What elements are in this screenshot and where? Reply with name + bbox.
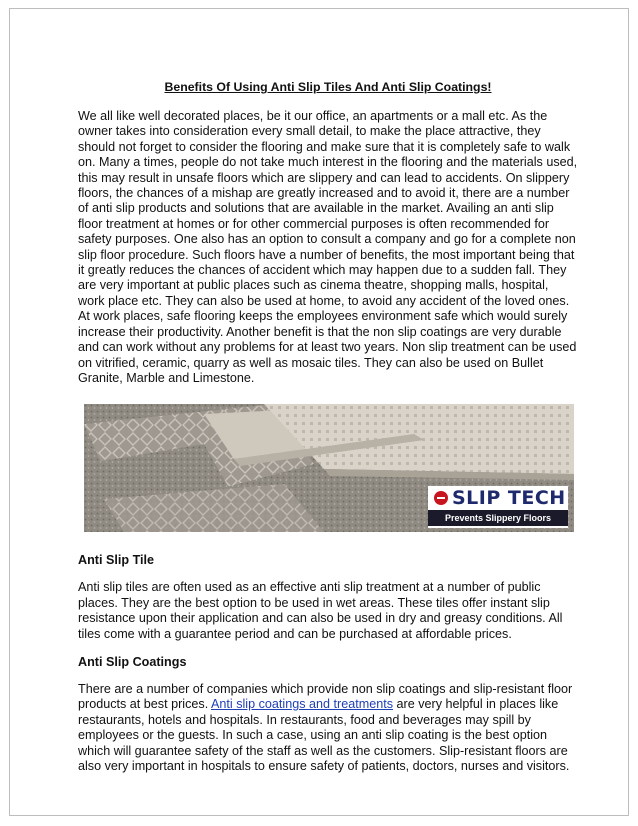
document-title: Benefits Of Using Anti Slip Tiles And Anti Slip Coatings!	[164, 80, 492, 94]
coatings-text-after-link: are very helpful in places like restaurants, hotels and hospitals. In restaurants, food and beverages may spill by employees or the guests. In such a case, using an anti slip coating is the best option which will guarantee safety of the staff as well as the customers. Slip-resistant floors are also very important in hospitals to ensure safety of patients, doctors, nurses and visitors.	[78, 697, 570, 773]
document-body	[78, 79, 578, 774]
intro-paragraph: We all like well decorated places, be it our office, an apartments or a mall etc. As the owner takes into consideration every small detail, to make the place attractive, they should not forget to consider the flooring and make sure that it is completely safe to walk on. Many a times, people do not take much interest in the flooring and the materials used, this may result in unsafe floors which are slippery and can lead to accidents. On slippery floors, the chances of a mishap are greatly increased and to avoid it, there are a number of anti slip products and solutions that are available in the market. Availing an anti slip floor treatment at homes or for other commercial purposes is often recommended for safety purposes. One also has an option to consult a company and go for a complete non slip floor procedure. Such floors have a number of benefits, the most important being that it greatly reduces the chances of accident which may happen due to a sudden fall. They are very important at public places such as cinema theatre, shopping malls, hospital, work place etc. They can also be used at home, to avoid any accident of the loved ones. At work places, safe flooring keeps the employees environment safe which would surely increase their productivity. Another benefit is that the non slip coatings are very durable and can work without any problems for at least two years. Non slip treatment can be used on vitrified, ceramic, quarry as well as mosaic tiles. They can also be used on Bullet Granite, Marble and Limestone.	[78, 109, 578, 385]
logo-tagline: Prevents Slippery Floors	[428, 510, 568, 526]
section-heading-anti-slip-coatings: Anti Slip Coatings	[78, 654, 187, 669]
no-slip-icon	[434, 491, 448, 505]
document-page	[9, 8, 629, 816]
slip-tech-logo	[428, 486, 568, 528]
anti-slip-coatings-link[interactable]: Anti slip coatings and treatments	[211, 697, 394, 712]
tiles-photo	[84, 404, 574, 532]
anti-slip-tile-paragraph: Anti slip tiles are often used as an effective anti slip treatment at a number of public places. They are the best option to be used in wet areas. These tiles offer instant slip resistance upon their application and can also be used in dry and greasy conditions. All tiles come with a guarantee period and can be purchased at affordable prices.	[78, 580, 563, 641]
anti-slip-coatings-paragraph	[78, 682, 578, 774]
logo-name: SLIP TECH	[452, 487, 566, 510]
section-heading-anti-slip-tile: Anti Slip Tile	[78, 553, 155, 568]
coatings-text-before-link: There are a number of companies which provide non slip coatings and slip-resistant floor products at best prices.	[78, 681, 573, 712]
